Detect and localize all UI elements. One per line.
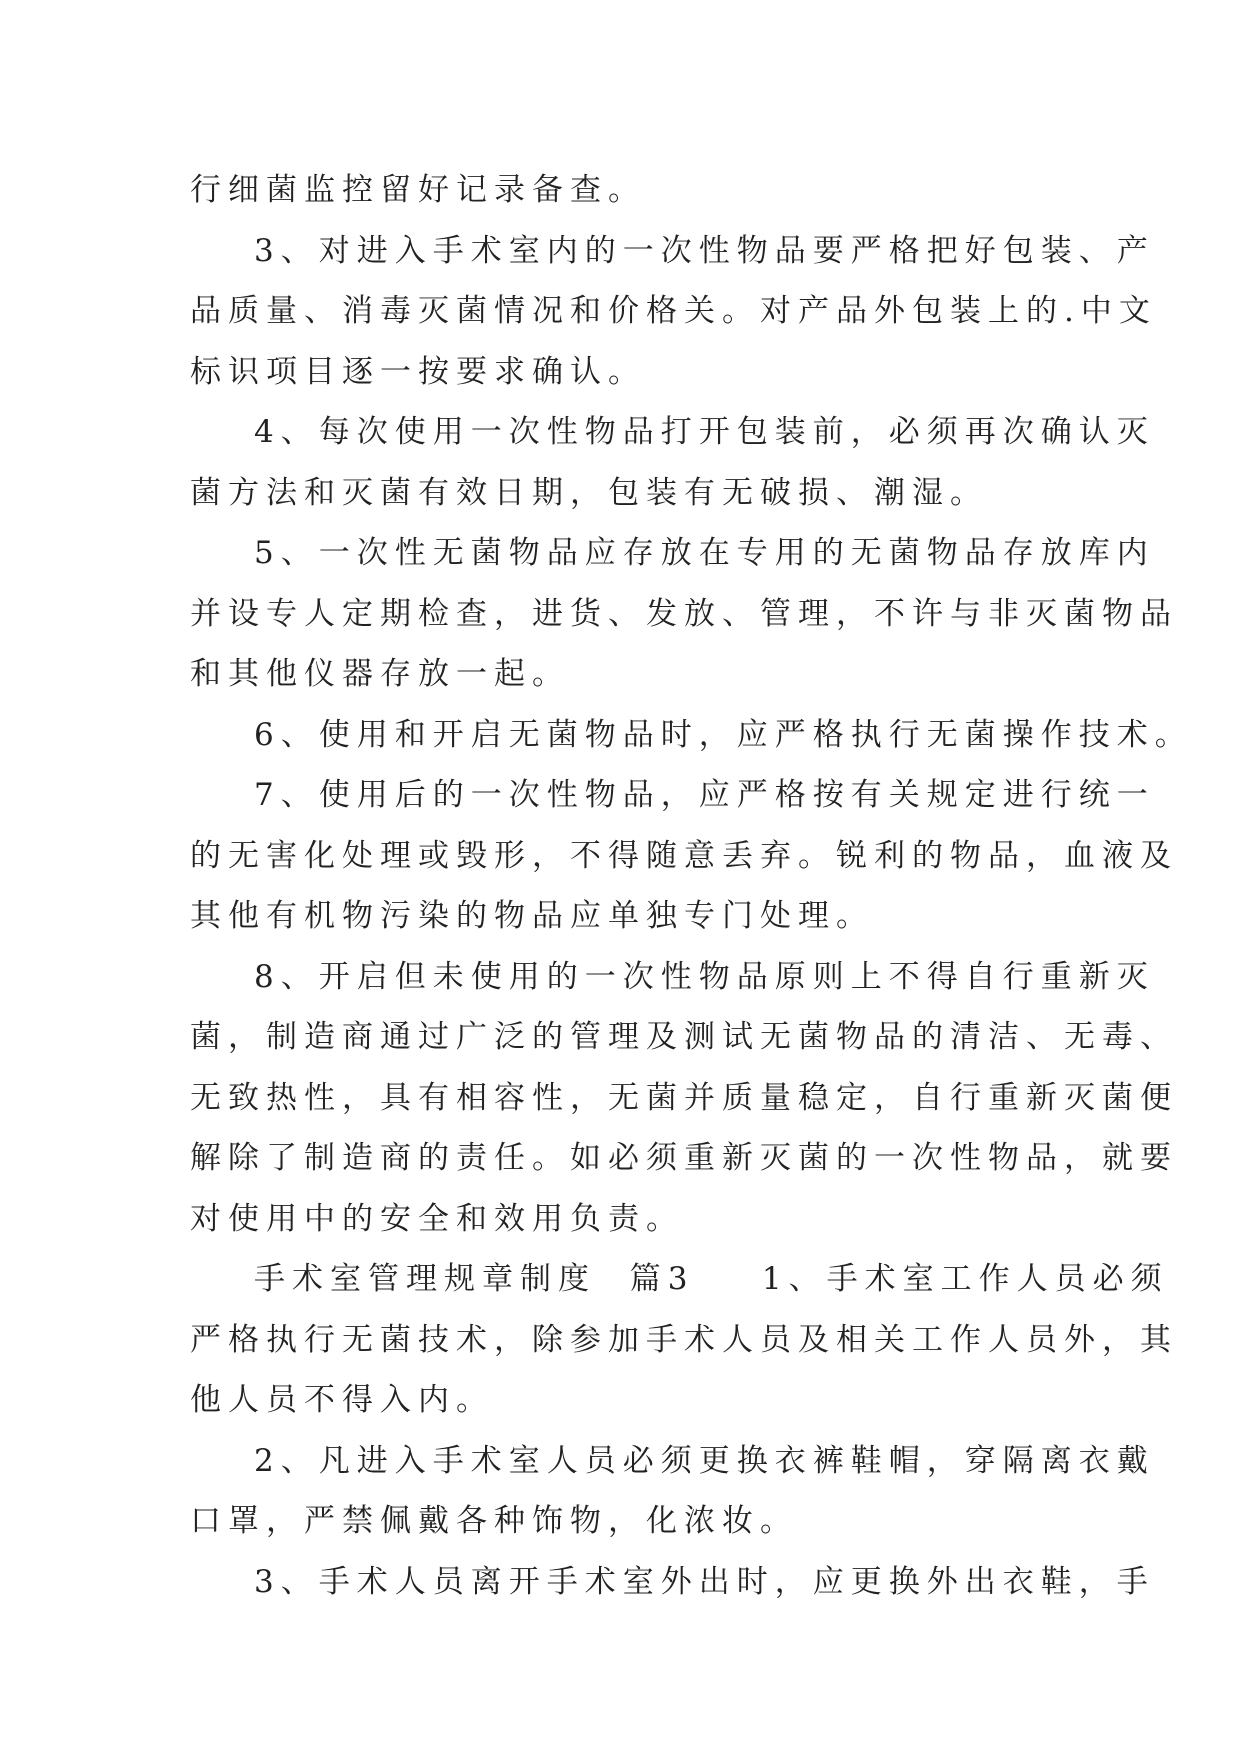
text-line: 菌，制造商通过广泛的管理及测试无菌物品的清洁、无毒、 xyxy=(190,1019,1178,1055)
text-line: 他人员不得入内。 xyxy=(190,1382,494,1418)
text-line: 菌方法和灭菌有效日期，包装有无破损、潮湿。 xyxy=(190,474,988,511)
text-line: 口罩，严禁佩戴各种饰物，化浓妆。 xyxy=(190,1503,798,1539)
text-line: 3、手术人员离开手术室外出时，应更换外出衣鞋，手 xyxy=(254,1563,1155,1600)
text-line: 品质量、消毒灭菌情况和价格关。对产品外包装上的.中文 xyxy=(190,293,1157,329)
text-line: 标识项目逐一按要求确认。 xyxy=(190,353,646,390)
text-line: 4、每次使用一次性物品打开包装前，必须再次确认灭 xyxy=(254,414,1155,450)
text-line: 6、使用和开启无菌物品时，应严格执行无菌操作技术。 xyxy=(254,716,1193,753)
text-line: 其他有机物污染的物品应单独专门处理。 xyxy=(190,898,874,934)
text-line: 严格执行无菌技术，除参加手术人员及相关工作人员外，其 xyxy=(190,1321,1178,1358)
text-line: 对使用中的安全和效用负责。 xyxy=(190,1200,684,1237)
text-line: 行细菌监控留好记录备查。 xyxy=(190,172,646,208)
text-line: 解除了制造商的责任。如必须重新灭菌的一次性物品，就要 xyxy=(190,1140,1178,1176)
text-line: 2、凡进入手术室人员必须更换衣裤鞋帽，穿隔离衣戴 xyxy=(254,1442,1155,1479)
text-line: 5、一次性无菌物品应存放在专用的无菌物品存放库内 xyxy=(254,535,1155,571)
text-line: 并设专人定期检查，进货、发放、管理，不许与非灭菌物品 xyxy=(190,595,1178,632)
section-heading-line: 手术室管理规章制度 篇3 1、手术室工作人员必须 xyxy=(254,1261,1169,1297)
text-line: 7、使用后的一次性物品，应严格按有关规定进行统一 xyxy=(254,777,1155,813)
text-line: 8、开启但未使用的一次性物品原则上不得自行重新灭 xyxy=(254,958,1155,995)
text-line: 的无害化处理或毁形，不得随意丢弃。锐利的物品，血液及 xyxy=(190,837,1178,874)
text-line: 3、对进入手术室内的一次性物品要严格把好包装、产 xyxy=(254,232,1155,269)
text-line: 和其他仪器存放一起。 xyxy=(190,656,570,692)
text-line: 无致热性，具有相容性，无菌并质量稳定，自行重新灭菌便 xyxy=(190,1079,1178,1116)
document-body xyxy=(190,160,1193,1612)
